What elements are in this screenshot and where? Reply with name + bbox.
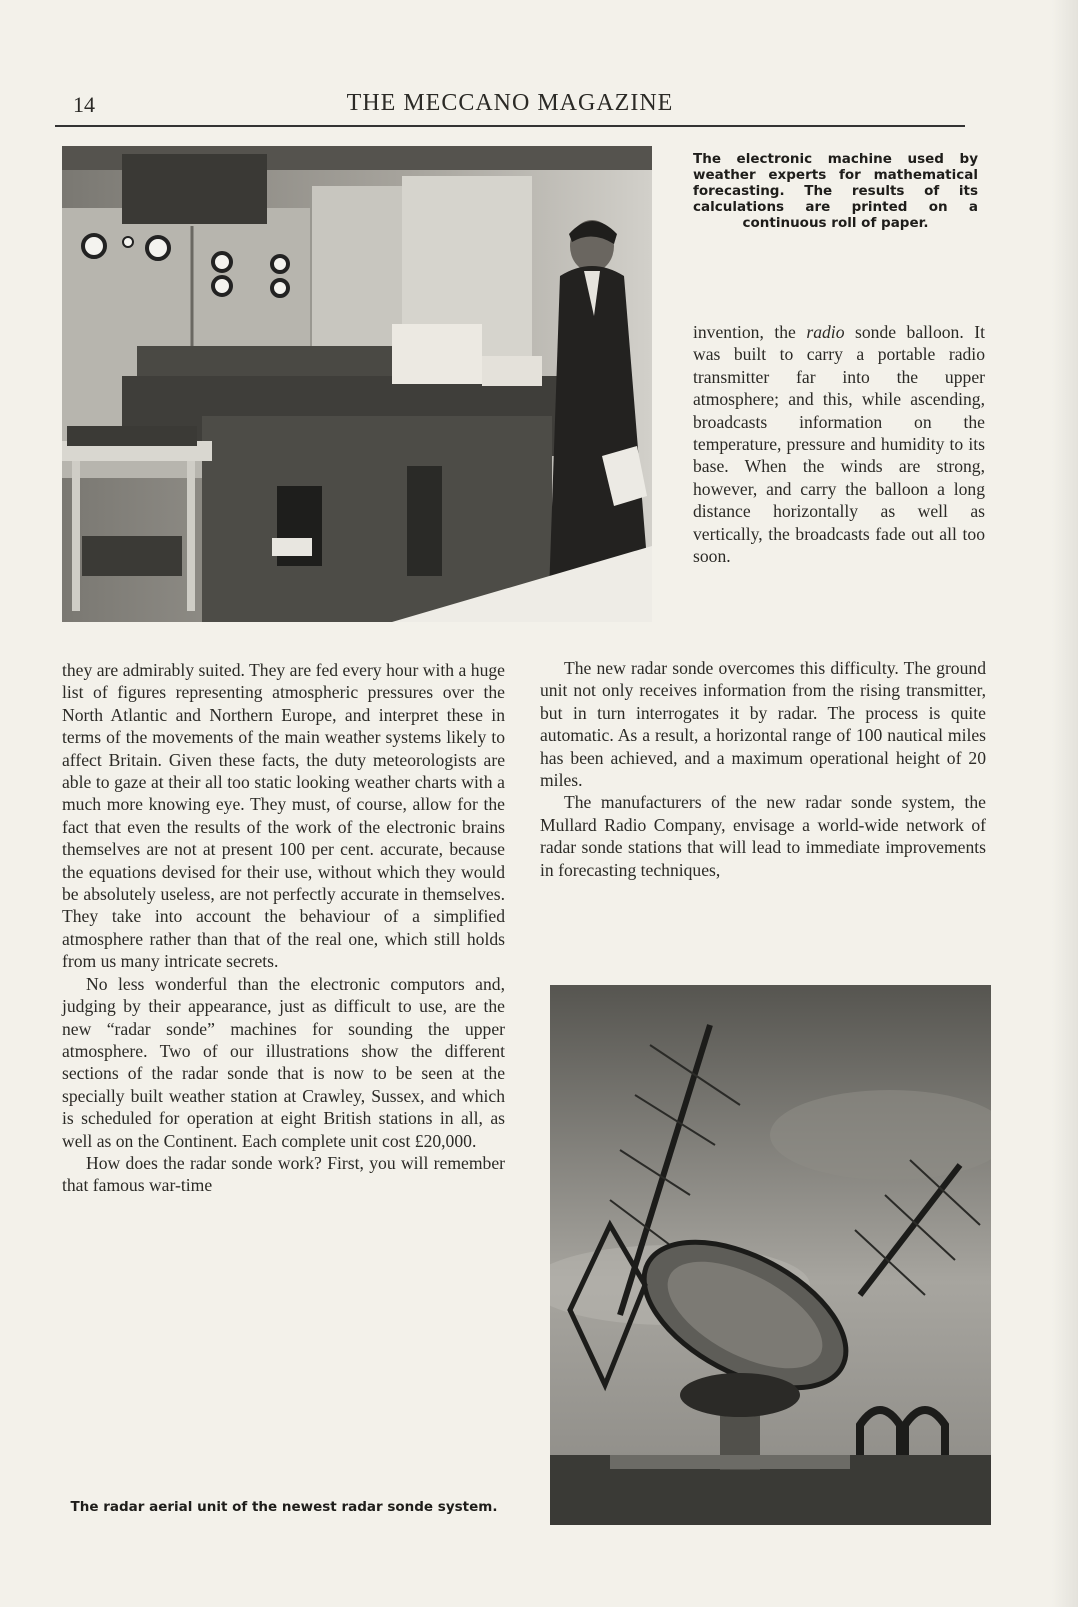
radar-photo-caption: The radar aerial unit of the newest radar sonde system. — [70, 1499, 498, 1515]
magazine-title: THE MECCANO MAGAZINE — [346, 90, 674, 116]
electronic-machine-photo — [62, 146, 652, 622]
page-header — [55, 88, 965, 128]
radar-aerial-photo — [550, 985, 991, 1525]
computer-photo-caption: The electronic machine used by weather experts for mathematical forecasting. The results of its calculations are printed on a continuous roll of paper. — [693, 151, 978, 231]
page-number: 14 — [73, 92, 95, 117]
article-column-right-bottom — [540, 657, 986, 881]
article-paragraph — [693, 321, 985, 567]
italic-term-radio: radio — [806, 322, 845, 342]
article-paragraph: The manufacturers of the new radar sonde system, the Mullard Radio Company, envisage a world-wide network of radar sonde stations that will lead to immediate improvements in forecasting techniques, — [540, 792, 986, 880]
page-edge-shadow — [1052, 0, 1078, 1607]
article-paragraph: The new radar sonde overcomes this difficulty. The ground unit not only receives information from the rising transmitter, but in turn interrogates it by radar. The process is quite automatic. As a result, a horizontal range of 100 nautical miles has been achieved, and a maximum operational height of 20 miles. — [540, 658, 986, 791]
article-column-right-top — [693, 321, 985, 567]
header-rule — [55, 125, 965, 127]
electronic-machine-illustration — [62, 146, 652, 622]
article-paragraph: No less wonderful than the electronic computors and, judging by their appearance, just as difficult to use, are the new “radar sonde” machines for sounding the upper atmosphere. Two of our illustrations show the different sections of the radar sonde that is now to be seen at the specially built weather station at Crawley, Sussex, and which is scheduled for operation at eight British stations in all, as well as on the Continent. Each complete unit cost £20,000. — [62, 973, 505, 1151]
text-run: sonde balloon. It was built to carry a portable radio transmitter far into the upper atmosphere; and this, while ascending, broadcasts information on the temperature, pressure and humidity to its base. When the winds are strong, however, and carry the balloon a long distance horizontally as well as vertically, the broadcasts fade out all too soon. — [693, 322, 985, 567]
article-column-left — [62, 659, 505, 1197]
text-run: invention, the — [693, 322, 807, 342]
article-paragraph: How does the radar sonde work? First, you will remember that famous war-time — [62, 1152, 505, 1196]
radar-aerial-illustration — [550, 985, 991, 1525]
article-paragraph: they are admirably suited. They are fed every hour with a huge list of figures representing atmospheric pressures over the North Atlantic and Northern Europe, and interpret these in terms of the movements of the main weather systems likely to affect Britain. Given these facts, the duty meteorologists are able to gaze at their all too static looking weather charts with a much more knowing eye. They must, of course, allow for the fact that even the results of the work of the electronic brains themselves are not at present 100 per cent. accurate, because the equations devised for their use, without which they would be absolutely useless, are not perfectly accurate in themselves. They take into account the behaviour of a simplified atmosphere rather than that of the real one, which still holds from us many intricate secrets. — [62, 660, 505, 972]
